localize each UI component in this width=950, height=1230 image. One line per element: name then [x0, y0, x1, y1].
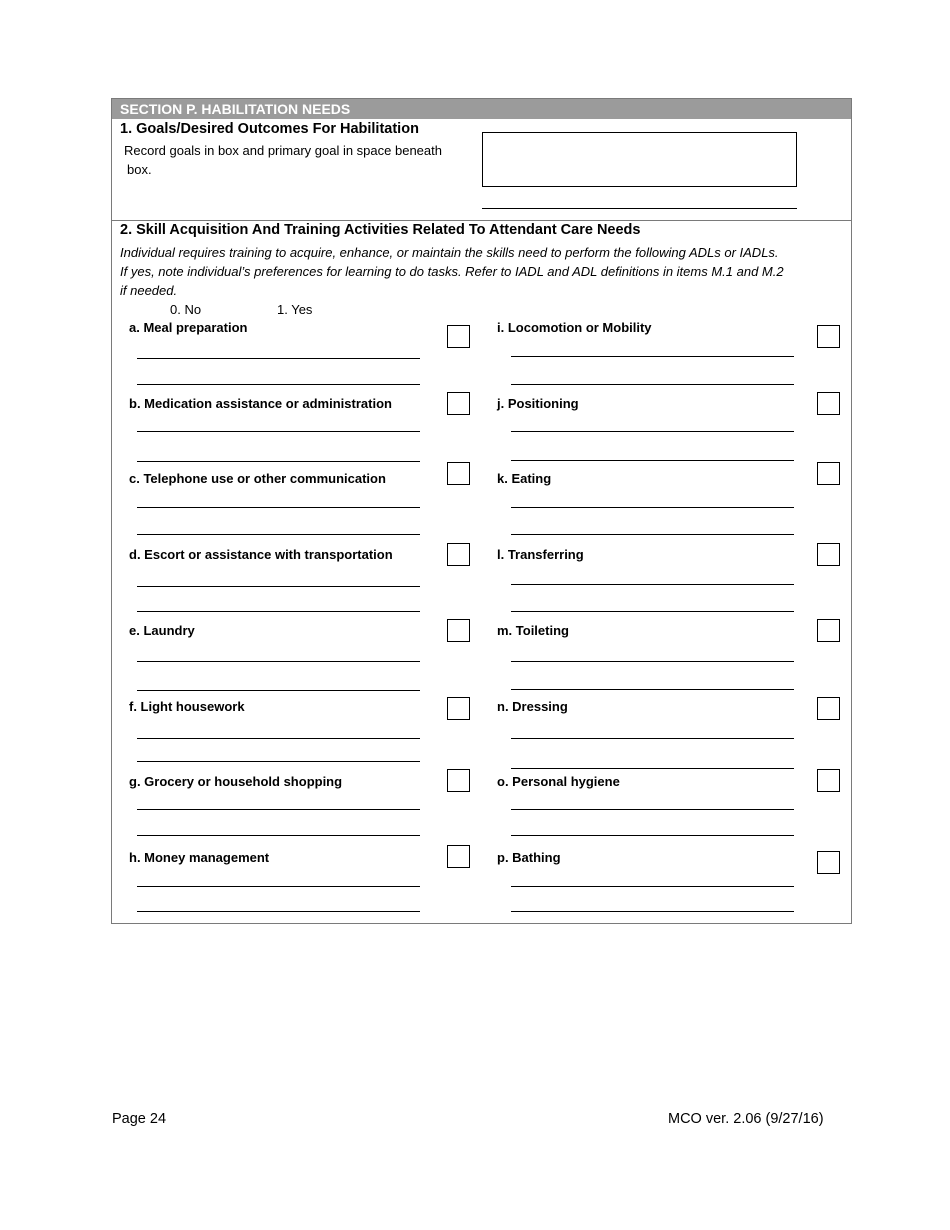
item-n-label: n. Dressing	[497, 699, 568, 714]
version-label: MCO ver. 2.06 (9/27/16)	[668, 1111, 824, 1127]
q2-instruction-line2: If yes, note individual’s preferences for learning to do tasks. Refer to IADL and ADL definitions in items M.1 and M.2	[120, 264, 784, 279]
item-i-line-1[interactable]	[511, 356, 794, 357]
item-c-label: c. Telephone use or other communication	[129, 471, 386, 486]
item-a-line-1[interactable]	[137, 358, 420, 359]
item-d-checkbox[interactable]	[447, 543, 470, 566]
item-n-line-1[interactable]	[511, 738, 794, 739]
item-f-line-1[interactable]	[137, 738, 420, 739]
item-l-line-1[interactable]	[511, 584, 794, 585]
item-c-line-1[interactable]	[137, 507, 420, 508]
item-p-line-1[interactable]	[511, 886, 794, 887]
item-f-line-2[interactable]	[137, 761, 420, 762]
q1-instruction-line1: Record goals in box and primary goal in space beneath	[124, 143, 442, 158]
item-m-checkbox[interactable]	[817, 619, 840, 642]
item-d-line-2[interactable]	[137, 611, 420, 612]
item-d-line-1[interactable]	[137, 586, 420, 587]
item-m-label: m. Toileting	[497, 623, 569, 638]
item-j-line-1[interactable]	[511, 431, 794, 432]
item-l-label: l. Transferring	[497, 547, 584, 562]
item-m-line-2[interactable]	[511, 689, 794, 690]
item-p-label: p. Bathing	[497, 850, 561, 865]
item-h-label: h. Money management	[129, 850, 270, 865]
item-b-label: b. Medication assistance or administration	[129, 396, 392, 411]
q2-instruction-line1: Individual requires training to acquire, enhance, or maintain the skills need to perform the following ADLs or IADLs.	[120, 245, 779, 260]
item-j-checkbox[interactable]	[817, 392, 840, 415]
q2-title: 2. Skill Acquisition And Training Activities Related To Attendant Care Needs	[120, 222, 641, 238]
item-m-line-1[interactable]	[511, 661, 794, 662]
item-c-checkbox[interactable]	[447, 462, 470, 485]
item-g-label: g. Grocery or household shopping	[129, 774, 343, 789]
item-h-line-2[interactable]	[137, 911, 420, 912]
q2-instruction-line3: if needed.	[120, 283, 178, 298]
item-a-checkbox[interactable]	[447, 325, 470, 348]
item-i-label: i. Locomotion or Mobility	[497, 320, 652, 335]
item-h-checkbox[interactable]	[447, 845, 470, 868]
item-e-checkbox[interactable]	[447, 619, 470, 642]
item-l-checkbox[interactable]	[817, 543, 840, 566]
item-g-line-2[interactable]	[137, 835, 420, 836]
item-n-checkbox[interactable]	[817, 697, 840, 720]
item-k-line-1[interactable]	[511, 507, 794, 508]
item-i-checkbox[interactable]	[817, 325, 840, 348]
item-b-line-2[interactable]	[137, 461, 420, 462]
item-b-line-1[interactable]	[137, 431, 420, 432]
page-number: Page 24	[112, 1111, 167, 1127]
item-o-checkbox[interactable]	[817, 769, 840, 792]
item-e-line-1[interactable]	[137, 661, 420, 662]
item-f-checkbox[interactable]	[447, 697, 470, 720]
option-yes: 1. Yes	[277, 302, 313, 317]
goals-textbox[interactable]	[482, 132, 797, 187]
item-k-checkbox[interactable]	[817, 462, 840, 485]
item-o-line-2[interactable]	[511, 835, 794, 836]
item-p-checkbox[interactable]	[817, 851, 840, 874]
section-header: SECTION P. HABILITATION NEEDS	[112, 99, 851, 119]
q1-instruction-line2: box.	[127, 162, 152, 177]
item-d-label: d. Escort or assistance with transportation	[129, 547, 393, 562]
item-o-line-1[interactable]	[511, 809, 794, 810]
item-p-line-2[interactable]	[511, 911, 794, 912]
item-k-label: k. Eating	[497, 471, 552, 486]
item-k-line-2[interactable]	[511, 534, 794, 535]
item-c-line-2[interactable]	[137, 534, 420, 535]
item-n-line-2[interactable]	[511, 768, 794, 769]
item-g-line-1[interactable]	[137, 809, 420, 810]
item-h-line-1[interactable]	[137, 886, 420, 887]
item-o-label: o. Personal hygiene	[497, 774, 620, 789]
q1-title: 1. Goals/Desired Outcomes For Habilitation	[120, 121, 419, 137]
item-e-label: e. Laundry	[129, 623, 195, 638]
option-no: 0. No	[170, 302, 202, 317]
item-i-line-2[interactable]	[511, 384, 794, 385]
item-a-label: a. Meal preparation	[129, 320, 248, 335]
item-g-checkbox[interactable]	[447, 769, 470, 792]
item-a-line-2[interactable]	[137, 384, 420, 385]
primary-goal-line[interactable]	[482, 208, 797, 209]
item-j-line-2[interactable]	[511, 460, 794, 461]
item-j-label: j. Positioning	[497, 396, 579, 411]
item-e-line-2[interactable]	[137, 690, 420, 691]
item-f-label: f. Light housework	[129, 699, 245, 714]
item-b-checkbox[interactable]	[447, 392, 470, 415]
section-divider	[112, 220, 851, 221]
item-l-line-2[interactable]	[511, 611, 794, 612]
